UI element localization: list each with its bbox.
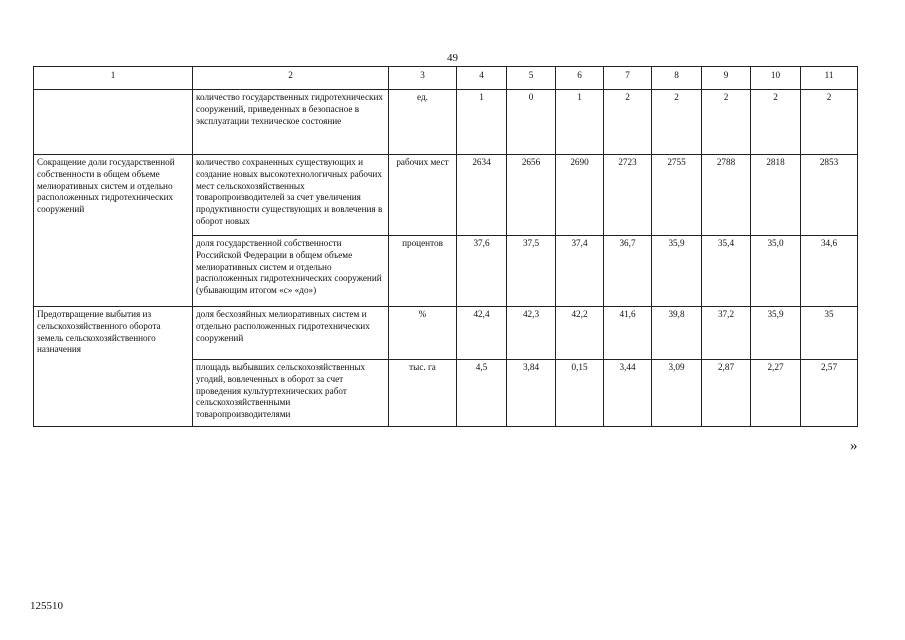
table-row: [34, 90, 858, 155]
indicator-cell: доля бесхозяйных мелиоративных систем и отдельно расположенных гидротехнических сооружений: [193, 307, 389, 360]
value-cell: 41,6: [604, 307, 652, 360]
value-cell: 2: [702, 90, 751, 155]
value-cell: 37,5: [507, 236, 556, 307]
indicator-cell: количество сохраненных существующих и создание новых высокотехнологичных рабочих мест сельскохозяйственных товаропроизводителей за счет увеличения продуктивности существующих и вовлечения в оборот новых: [193, 155, 389, 236]
value-cell: 42,2: [556, 307, 604, 360]
header-cell-8: 8: [652, 67, 702, 90]
value-cell: 37,4: [556, 236, 604, 307]
value-cell: 0,15: [556, 360, 604, 427]
indicator-cell: площадь выбывших сельскохозяйственных угодий, вовлеченных в оборот за счет проведения культуртехнических работ сельскохозяйственными товаропроизводителями: [193, 360, 389, 427]
value-cell: 2: [652, 90, 702, 155]
value-cell: 35: [801, 307, 858, 360]
value-cell: 2656: [507, 155, 556, 236]
header-cell-3: 3: [389, 67, 457, 90]
value-cell: 2723: [604, 155, 652, 236]
value-cell: 2755: [652, 155, 702, 236]
value-cell: 2634: [457, 155, 507, 236]
value-cell: 3,09: [652, 360, 702, 427]
goal-cell: [34, 90, 193, 155]
unit-cell: тыс. га: [389, 360, 457, 427]
indicator-cell: доля государственной собственности Российской Федерации в общем объеме мелиоративных систем и отдельно расположенных гидротехнических сооружений (убывающим итогом «с» «до»): [193, 236, 389, 307]
value-cell: 2853: [801, 155, 858, 236]
header-cell-10: 10: [751, 67, 801, 90]
value-cell: 3,84: [507, 360, 556, 427]
value-cell: 36,7: [604, 236, 652, 307]
value-cell: 2788: [702, 155, 751, 236]
value-cell: 2,87: [702, 360, 751, 427]
header-cell-6: 6: [556, 67, 604, 90]
unit-cell: процентов: [389, 236, 457, 307]
value-cell: 3,44: [604, 360, 652, 427]
value-cell: 1: [556, 90, 604, 155]
value-cell: 35,9: [652, 236, 702, 307]
value-cell: 35,0: [751, 236, 801, 307]
unit-cell: %: [389, 307, 457, 360]
value-cell: 2: [751, 90, 801, 155]
goal-cell: Сокращение доли государственной собственности в общем объеме мелиоративных систем и отдельно расположенных гидротехнических сооружений: [34, 155, 193, 307]
value-cell: 0: [507, 90, 556, 155]
value-cell: 35,4: [702, 236, 751, 307]
value-cell: 34,6: [801, 236, 858, 307]
table-row: [34, 155, 858, 236]
header-cell-2: 2: [193, 67, 389, 90]
header-cell-5: 5: [507, 67, 556, 90]
page-number: 49: [447, 52, 458, 64]
indicator-cell: количество государственных гидротехнических сооружений, приведенных в безопасное в эксплуатации техническое состояние: [193, 90, 389, 155]
value-cell: 4,5: [457, 360, 507, 427]
value-cell: 35,9: [751, 307, 801, 360]
unit-cell: рабочих мест: [389, 155, 457, 236]
value-cell: 39,8: [652, 307, 702, 360]
indicators-table: [33, 66, 858, 427]
header-cell-11: 11: [801, 67, 858, 90]
header-row: [34, 67, 858, 90]
value-cell: 1: [457, 90, 507, 155]
document-code: 125510: [30, 600, 63, 612]
header-cell-4: 4: [457, 67, 507, 90]
value-cell: 2,27: [751, 360, 801, 427]
header-cell-7: 7: [604, 67, 652, 90]
value-cell: 2818: [751, 155, 801, 236]
closing-quote: »: [850, 438, 858, 454]
unit-cell: ед.: [389, 90, 457, 155]
header-cell-9: 9: [702, 67, 751, 90]
value-cell: 42,4: [457, 307, 507, 360]
value-cell: 42,3: [507, 307, 556, 360]
value-cell: 2690: [556, 155, 604, 236]
value-cell: 37,2: [702, 307, 751, 360]
header-cell-1: 1: [34, 67, 193, 90]
value-cell: 2: [801, 90, 858, 155]
value-cell: 2: [604, 90, 652, 155]
goal-cell: Предотвращение выбытия из сельскохозяйственного оборота земель сельскохозяйственного назначения: [34, 307, 193, 427]
value-cell: 37,6: [457, 236, 507, 307]
table-row: [34, 307, 858, 360]
value-cell: 2,57: [801, 360, 858, 427]
